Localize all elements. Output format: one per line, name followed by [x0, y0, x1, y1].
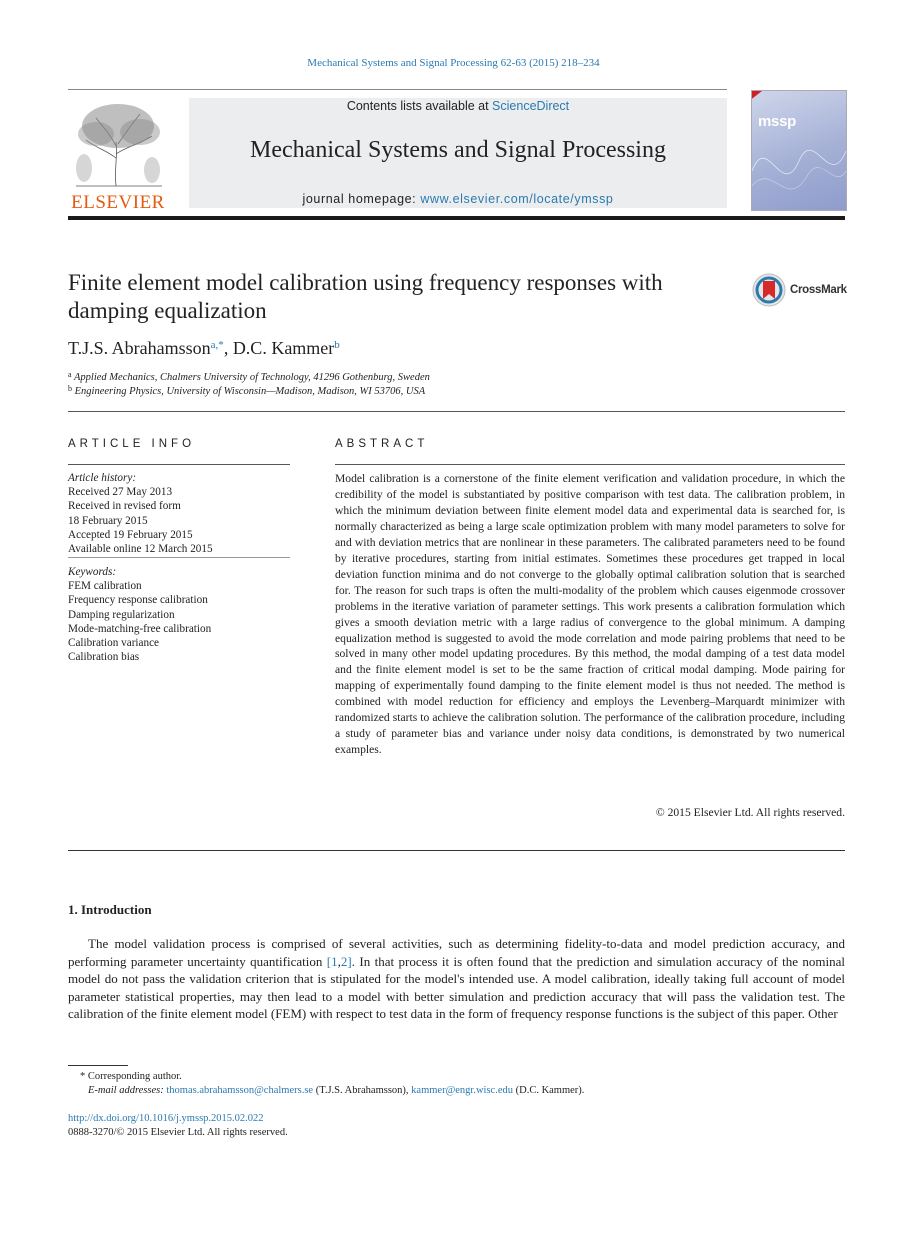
email-2-owner: (D.C. Kammer).: [512, 1085, 585, 1096]
issn-copyright: 0888-3270/© 2015 Elsevier Ltd. All rights reserved.: [68, 1127, 288, 1138]
keyword-item: Calibration variance: [68, 637, 160, 650]
affiliation-a-marker: a: [68, 370, 72, 379]
contents-prefix: Contents lists available at: [346, 99, 493, 113]
history-item: Received in revised form: [68, 500, 181, 513]
keyword-item: Calibration bias: [68, 651, 140, 664]
affiliation-divider: [68, 411, 845, 412]
footnote-rule: [68, 1065, 128, 1066]
citation-comma: ,: [337, 953, 341, 969]
article-title: Finite element model calibration using frequency responses with damping equalization: [68, 270, 663, 323]
section-heading-introduction: 1. Introduction: [68, 902, 152, 917]
abstract-heading: ABSTRACT: [335, 438, 429, 450]
history-item: 18 February 2015: [68, 514, 148, 527]
crossmark-label: CrossMark: [790, 284, 847, 296]
keyword-item: Mode-matching-free calibration: [68, 622, 212, 635]
intro-text-a: The model validation process is comprised of several activities, such as determining fidelity-to-data and model prediction accuracy, and performing parameter uncertainty quantification: [68, 936, 845, 969]
affiliation-b: [68, 384, 425, 397]
article-history: [68, 471, 290, 556]
keyword-item: Frequency response calibration: [68, 594, 208, 607]
author-1: T.J.S. Abrahamsson: [68, 338, 211, 358]
homepage-link[interactable]: www.elsevier.com/locate/ymssp: [420, 192, 614, 206]
homepage-prefix: journal homepage:: [302, 192, 421, 206]
affiliation-a: [68, 370, 430, 383]
keywords: [68, 565, 290, 664]
article-info-heading: ARTICLE INFO: [68, 438, 196, 450]
history-item: Available online 12 March 2015: [68, 543, 213, 556]
article-info-rule-mid: [68, 557, 290, 558]
affiliation-a-text: Applied Mechanics, Chalmers University of Technology, 41296 Gothenburg, Sweden: [74, 372, 430, 383]
history-item: Accepted 19 February 2015: [68, 528, 193, 541]
abstract-rule-top: [335, 464, 845, 465]
email-addresses: [88, 1085, 584, 1096]
email-1-link[interactable]: thomas.abrahamsson@chalmers.se: [166, 1085, 314, 1096]
citation-bracket-open: [: [326, 953, 332, 969]
intro-paragraph: [68, 935, 845, 1023]
affiliation-b-text: Engineering Physics, University of Wisconsin—Madison, Madison, WI 53706, USA: [74, 386, 426, 397]
abstract-copyright: © 2015 Elsevier Ltd. All rights reserved.: [655, 806, 845, 819]
email-1-owner: (T.J.S. Abrahamsson),: [313, 1085, 412, 1096]
email-2-link[interactable]: kammer@engr.wisc.edu: [411, 1085, 513, 1096]
citation-2-link[interactable]: 2: [340, 953, 348, 969]
keyword-item: FEM calibration: [68, 580, 142, 593]
citation-1-link[interactable]: 1: [331, 953, 338, 969]
front-matter-divider: [68, 850, 845, 851]
journal-cover-image[interactable]: [751, 90, 847, 211]
publisher-name[interactable]: ELSEVIER: [71, 192, 165, 213]
email-label: E-mail addresses:: [88, 1085, 167, 1096]
header-top-rule: [68, 89, 727, 90]
sciencedirect-link[interactable]: ScienceDirect: [492, 99, 570, 113]
journal-reference[interactable]: Mechanical Systems and Signal Processing 62-63 (2015) 218–234: [307, 57, 600, 69]
keyword-item: Damping regularization: [68, 608, 175, 621]
keywords-label: Keywords:: [68, 566, 117, 578]
crossmark-icon: [752, 272, 788, 308]
affiliation-b-marker: b: [68, 384, 72, 393]
author-2: D.C. Kammer: [232, 338, 335, 358]
author-1-sup[interactable]: a,*: [210, 339, 224, 351]
authors: [68, 338, 340, 359]
author-separator: ,: [223, 338, 233, 358]
doi-link[interactable]: http://dx.doi.org/10.1016/j.ymssp.2015.02.022: [68, 1113, 264, 1124]
header-bottom-rule: [68, 216, 845, 220]
homepage-line: [189, 192, 727, 206]
citation-bracket-close: ]: [347, 953, 352, 969]
cover-title: mssp: [758, 113, 796, 130]
contents-line: [189, 99, 727, 113]
crossmark-badge[interactable]: [752, 272, 852, 308]
history-item: Received 27 May 2013: [68, 486, 173, 499]
abstract-text: Model calibration is a cornerstone of the finite element verification and validation procedure, in which the credibility of the model is substantiated by positive comparison with test data. The calibration problem, in which the minimum deviation between finite element model data and experimental data is searched for, is normally characterized as being a large scale optimization problem with many model parameters to solve for and with deviation metrics that are nonlinear in these parameters. The calibrated parameters need to be found by iterative procedures, starting from initial estimates. Sometimes these procedures get trapped in local deviation function minima and do not converge to the globally optimal calibration solution that is searched for. The reason for such traps is often the multi-modality of the problem which causes eigenmode crossover problems in the iterative variation of parameter settings. This work presents a calibration formulation which gives a smooth deviation metric with a large radius of convergence to the global minimum. A damping equalization method is suggested to avoid the mode correlation and mode pairing problems that need to be solved in many other model updating procedures. By this method, the modal damping of a test data model and the finite element model is set to be the same fraction of critical modal damping. Mode pairing for mapping of experimentally found damping to the finite element model is thus not needed. The method is combined with model reduction for efficiency and employs the Levenberg–Marquardt minimizer with randomized starts to achieve the calibration solution. The performance of the calibration procedure, including a study of parameter bias and variance under noisy data conditions, is demonstrated by two numerical examples.: [335, 472, 845, 757]
history-label: Article history:: [68, 472, 137, 484]
article-info-rule-top: [68, 464, 290, 465]
author-2-sup[interactable]: b: [334, 339, 340, 351]
journal-title: Mechanical Systems and Signal Processing: [250, 137, 666, 163]
corresponding-author-note: * Corresponding author.: [80, 1071, 182, 1082]
intro-text-b: . In that process it is often found that the prediction and simulation accuracy of the nominal model do not pass the validation criterion that is stipulated for the model's intended use. A model calibration, ideally taking full account of model parameter statistical properties, may then lead to a model with better simulation and prediction accuracy that will pass the validation test. The calibration of the finite element model (FEM) with respect to test data in the form of frequency response functions is the subject of this paper. Other: [68, 953, 845, 1022]
